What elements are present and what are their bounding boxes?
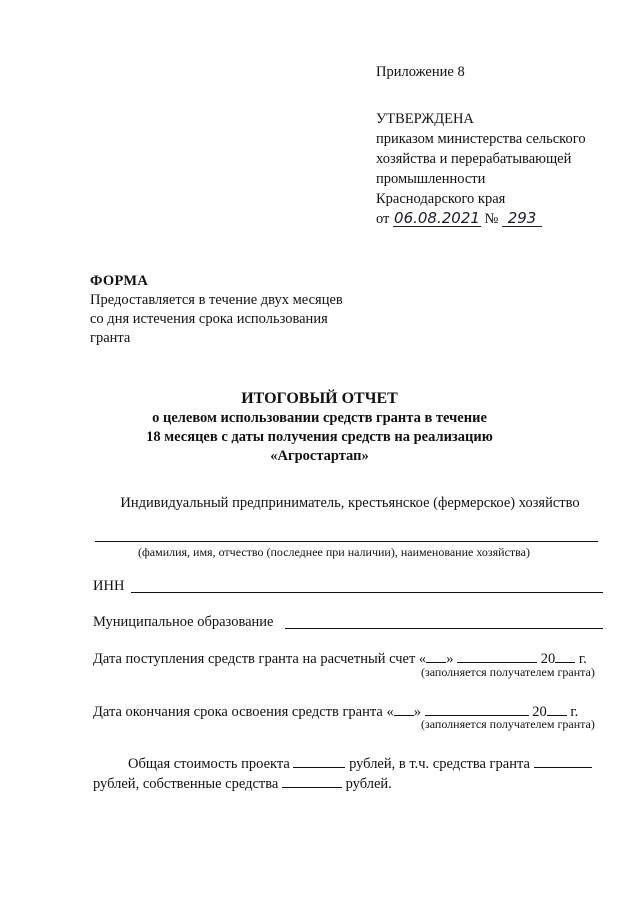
appendix-label: Приложение 8: [376, 64, 465, 80]
cost-own-label: рублей, собственные средства: [93, 776, 279, 792]
receipt-caption: (заполняется получателем гранта): [421, 665, 595, 679]
receipt-year-prefix: 20: [540, 651, 556, 667]
grant-amount-field[interactable]: [534, 753, 592, 768]
approval-line-4: Краснодарского края: [376, 191, 506, 207]
municipality-row: [93, 614, 274, 631]
end-caption: (заполняется получателем гранта): [421, 717, 595, 731]
report-title: [0, 389, 639, 466]
receipt-month-field[interactable]: [457, 648, 537, 663]
receipt-year-field[interactable]: [555, 648, 575, 663]
inn-field[interactable]: [131, 592, 603, 593]
title-line-3: 18 месяцев с даты получения средств на реализацию: [146, 429, 493, 445]
title-line-4: «Агростартап»: [270, 448, 369, 464]
own-funds-field[interactable]: [282, 773, 342, 788]
end-year-field[interactable]: [547, 701, 567, 716]
number-prefix: №: [484, 211, 499, 227]
inn-row: [93, 578, 124, 595]
form-heading: ФОРМА: [90, 273, 149, 289]
cost-grant-label: рублей, в т.ч. средства гранта: [349, 756, 530, 772]
form-line-2: со дня истечения срока использования: [90, 311, 328, 327]
entity-type-label: Индивидуальный предприниматель, крестьянское (фермерское) хозяйство: [120, 495, 580, 511]
end-day-field[interactable]: [394, 701, 414, 716]
end-year-prefix: 20: [532, 704, 547, 720]
cost-row-2: [93, 773, 392, 793]
form-block: [90, 272, 343, 348]
end-month-field[interactable]: [425, 701, 529, 716]
handwritten-number: 293: [502, 210, 542, 227]
title-line-1: ИТОГОВЫЙ ОТЧЕТ: [241, 390, 398, 407]
entity-name-caption: (фамилия, имя, отчество (последнее при наличии), наименование хозяйства): [138, 545, 530, 559]
form-line-3: гранта: [90, 330, 131, 346]
receipt-day-field[interactable]: [426, 648, 446, 663]
end-year-suffix: г.: [570, 704, 579, 720]
receipt-quote-close: »: [446, 651, 454, 667]
receipt-year-suffix: г.: [578, 651, 587, 667]
approval-date-row: [376, 209, 586, 229]
title-line-2: о целевом использовании средств гранта в течение: [152, 410, 487, 426]
cost-row-1: [128, 753, 592, 773]
date-prefix: от: [376, 211, 390, 227]
end-quote-close: »: [413, 704, 421, 720]
handwritten-date: 06.08.2021: [394, 209, 480, 227]
approval-line-2: хозяйства и перерабатывающей: [376, 151, 572, 167]
approved-label: УТВЕРЖДЕНА: [376, 111, 474, 127]
entity-name-field[interactable]: [95, 541, 598, 542]
end-date-label: Дата окончания срока освоения средств гранта «: [93, 704, 394, 720]
inn-label: ИНН: [93, 578, 125, 594]
total-cost-field[interactable]: [293, 753, 345, 768]
approval-line-1: приказом министерства сельского: [376, 131, 586, 147]
cost-end-label: рублей.: [345, 776, 392, 792]
municipality-field[interactable]: [285, 628, 603, 629]
municipality-label: Муниципальное образование: [93, 614, 274, 630]
approval-block: [376, 62, 586, 229]
approval-line-3: промышленности: [376, 171, 486, 187]
receipt-date-label: Дата поступления средств гранта на расчетный счет «: [93, 651, 427, 667]
form-line-1: Предоставляется в течение двух месяцев: [90, 292, 343, 308]
cost-total-label: Общая стоимость проекта: [128, 756, 290, 772]
